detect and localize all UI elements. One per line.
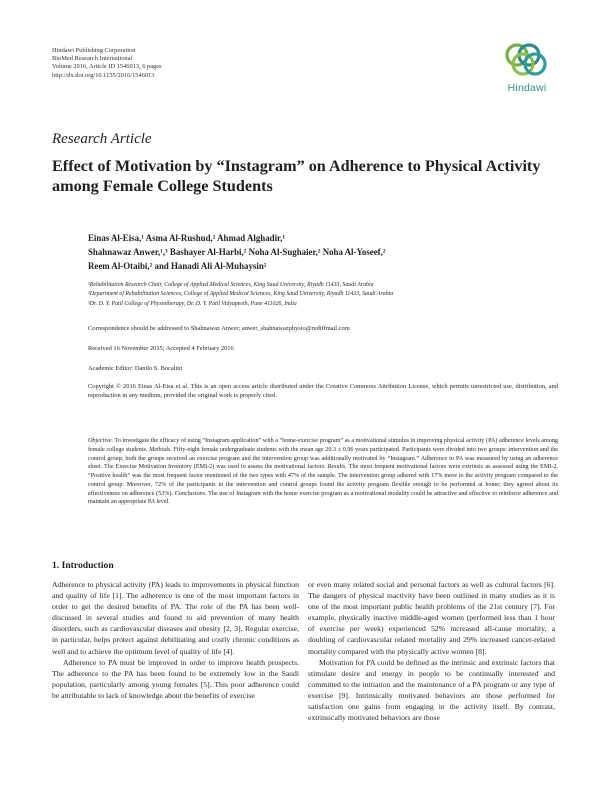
- body-paragraph: Adherence to physical activity (PA) leads to improvements in physical function and quality of life [1]. The adherence is one of the most important factors in order to get the desired benefits of PA. The role of the PA has been well-discussed in several studies and found to aid prevention of many health disorders, such as cardiovascular diseases and obesity [2, 3]. Regular exercise, in particular, helps protect against debilitating and costly chronic conditions as well and to achieve the optimum level of quality of life [4].: [52, 580, 299, 656]
- author-list: [88, 231, 558, 273]
- author-line: Reem Al-Otaibi,² and Hanadi Ali Al-Muhaysin²: [88, 261, 267, 271]
- hindawi-logo-icon: [502, 41, 552, 81]
- received-dates: Received 16 November 2015; Accepted 4 February 2016: [88, 345, 234, 352]
- logo-text: Hindawi: [507, 82, 547, 94]
- author-line: Shahnawaz Anwer,¹,³ Bashayer Al-Harbi,² Noha Al-Sughaier,² Noha Al-Yoseef,²: [88, 247, 386, 257]
- conclusions-label: Conclusions.: [174, 490, 207, 497]
- objective-label: Objective.: [88, 438, 114, 444]
- affiliation: ²Department of Rehabilitation Sciences, College of Applied Medical Sciences, King Saud University, Riyadh 11433, Saudi Arabia: [88, 291, 394, 298]
- section-heading: 1. Introduction: [52, 560, 114, 571]
- results-text: The most frequent motivational factors were extrinsic as assessed using the EMI-2. “Positive health” was the most frequent factor mentioned of the two types with 47% of the sample. The intervention group adhered with 17% more to the activity program compared to the control group. Moreover, 72% of the participants in the intervention and control groups found the activity program flexible enough to be performed at home; they agreed about its effectiveness on adherence (53%).: [88, 464, 559, 497]
- affiliation: ³Dr. D. Y. Patil College of Physiotherapy, Dr. D. Y. Patil Vidyapeeth, Pune 411026, India: [88, 300, 297, 307]
- body-column-left: [52, 579, 299, 701]
- body-paragraph: Motivation for PA could be defined as the intrinsic and extrinsic factors that stimulate desire and energy in people to be continually interested and committed to the initiation and the maintenance of a PA program or any type of exercise [9]. Intrinsically motivated behaviors are those performed for satisfaction one gains from engaging in the activity itself. By contrast, extrinsically motivated behaviors are those: [308, 657, 555, 723]
- body-paragraph: Adherence to PA must be improved in order to improve health prospects. The adherence to the PA has been found to be extremely low in the Saudi population, particularly among young females [5]. This poor adherence could be attributable to lack of knowledge about the benefits of exercise: [52, 657, 299, 700]
- volume-info: Volume 2016, Article ID 1546013, 6 pages: [52, 63, 162, 71]
- hindawi-logo: [496, 41, 558, 94]
- article-title: Effect of Motivation by “Instagram” on Adherence to Physical Activity among Female College Students: [52, 157, 541, 195]
- journal-header: [52, 47, 162, 80]
- copyright-notice: Copyright © 2016 Einas Al-Eisa et al. This is an open access article distributed under the Creative Commons Attribution License, which permits unrestricted use, distribution, and reproduction in any medium, provided the original work is properly cited.: [88, 383, 558, 400]
- publisher-line: Hindawi Publishing Corporation: [52, 47, 136, 54]
- body-column-right: [308, 579, 555, 723]
- journal-name: BioMed Research International: [52, 55, 133, 63]
- affiliation: ¹Rehabilitation Research Chair, College of Applied Medical Sciences, King Saud University, Riyadh 11433, Saudi Arabia: [88, 282, 374, 288]
- doi-link[interactable]: http://dx.doi.org/10.1155/2016/1546013: [52, 71, 155, 79]
- results-label: Results.: [327, 464, 347, 471]
- methods-label: Methods.: [149, 446, 172, 453]
- methods-text: Fifty-eight female undergraduate students with the mean age 20.3 ± 0.96 years participated. Participants were divided into two groups: intervention and the control group; both the groups received an exercise program and the intervention group was additionally motivated by “Instagram.” Adherence to PA was measured by using an adherence sheet. The Exercise Motivation Inventory (EMI-2) was used to assess the motivational factors.: [88, 446, 558, 471]
- objective-text: To investigate the efficacy of using “Instagram application” with a “home-exercise program” as a motivational stimulus in improving physical activity (PA) adherence levels among female college students.: [88, 438, 558, 453]
- author-line: Einas Al-Eisa,¹ Asma Al-Rushud,² Ahmad Alghadir,¹: [88, 233, 286, 243]
- conclusions-text: The use of Instagram with the home exercise program as a motivational modality could be attractive and effective to reinforce adherence and maintain an appropriate PA level.: [88, 490, 558, 506]
- academic-editor: Academic Editor: Danilo S. Bocalini: [88, 365, 183, 372]
- correspondence: Correspondence should be addressed to Shahnawaz Anwer; anwer_shahnawazphysio@rediffmail.com: [88, 325, 350, 332]
- body-paragraph: or even many related social and personal factors as well as cultural factors [6]. The dangers of physical inactivity have been outlined in many studies as it is one of the most important public health problems of the 21st century [7]. For example, physically inactive middle-aged women (performed less than 1 hour of exercise per week) experienced 52% increased all-cause mortality, a doubling of cardiovascular related mortality and 29% increased cancer-related mortality compared with the physically active women [8].: [308, 580, 555, 656]
- abstract: [88, 437, 558, 507]
- article-type: Research Article: [52, 131, 152, 147]
- affiliations: [88, 281, 558, 309]
